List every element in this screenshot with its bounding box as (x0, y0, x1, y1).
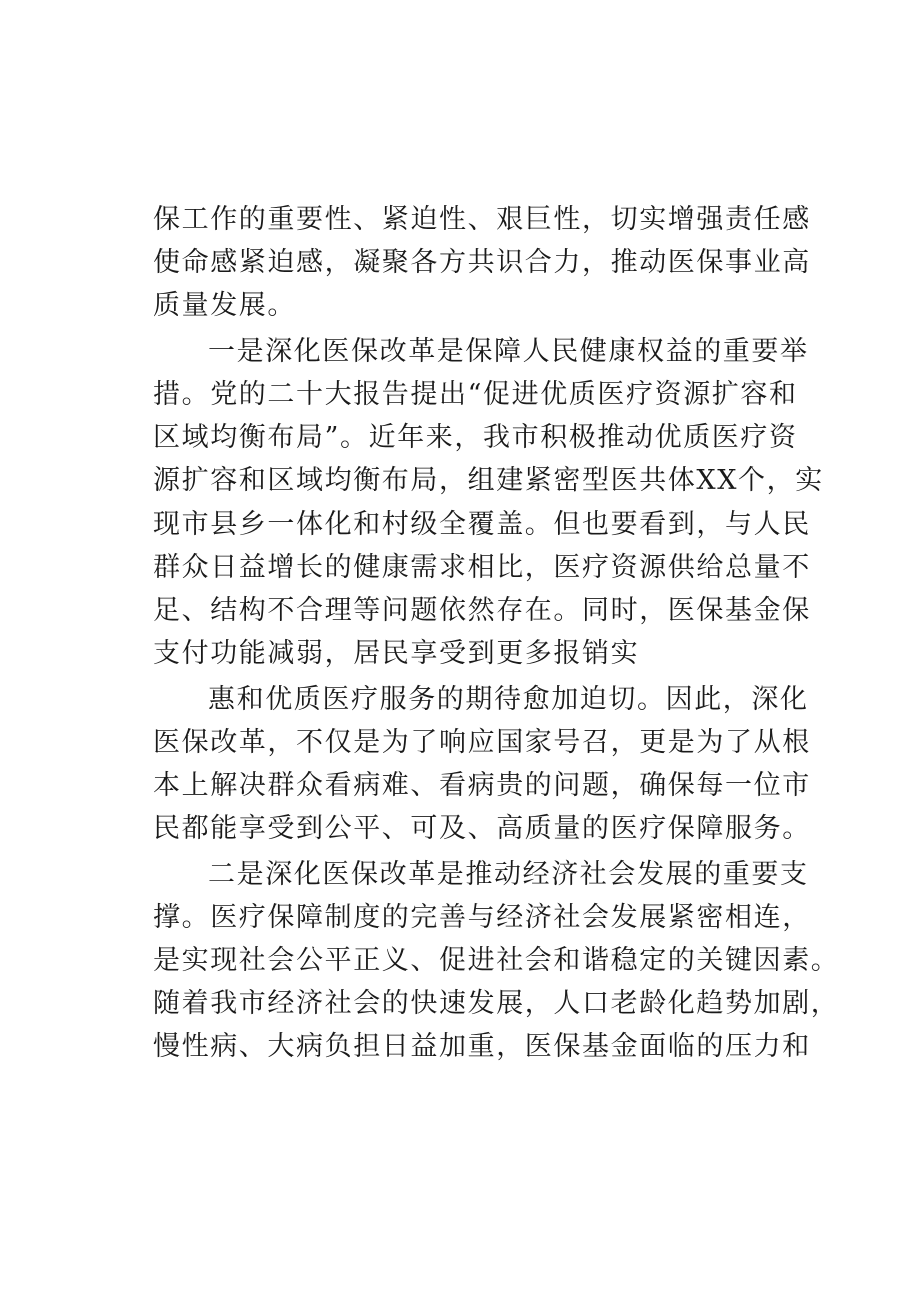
text-line: 慢性病、大病负担日益加重，医保基金面临的压力和 (153, 1031, 811, 1062)
text-line: 区域均衡布局”。近年来，我市积极推动优质医疗资 (153, 422, 798, 453)
text-line: 足、结构不合理等问题依然存在。同时，医保基金保 (153, 595, 811, 626)
text-line: 民都能享受到公平、可及、高质量的医疗保障服务。 (153, 813, 811, 844)
text-line: 医保改革，不仅是为了响应国家号召，更是为了从根 (153, 727, 811, 758)
text-line: 使命感紧迫感，凝聚各方共识合力，推动医保事业高 (153, 247, 811, 278)
text-line: 是实现社会公平正义、促进社会和谐稳定的关键因素。 (153, 945, 840, 976)
text-line: 本上解决群众看病难、看病贵的问题，确保每一位市 (153, 770, 811, 801)
text-line: 质量发展。 (153, 290, 296, 321)
text-line: 支付功能减弱，居民享受到更多报销实 (153, 638, 640, 669)
text-line: 群众日益增长的健康需求相比，医疗资源供给总量不 (153, 552, 811, 583)
text-line: 源扩容和区域均衡布局，组建紧密型医共体XX个，实 (153, 465, 824, 496)
text-line: 措。党的二十大报告提出“促进优质医疗资源扩容和 (153, 379, 798, 410)
text-line: 保工作的重要性、紧迫性、艰巨性，切实增强责任感 (153, 204, 811, 235)
text-line: 撑。医疗保障制度的完善与经济社会发展紧密相连， (153, 902, 811, 933)
text-line: 现市县乡一体化和村级全覆盖。但也要看到，与人民 (153, 509, 811, 540)
paragraph-start-line: 二是深化医保改革是推动经济社会发展的重要支 (208, 859, 809, 890)
paragraph-start-line: 惠和优质医疗服务的期待愈加迫切。因此，深化 (208, 684, 809, 715)
paragraph-start-line: 一是深化医保改革是保障人民健康权益的重要举 (208, 336, 809, 367)
text-line: 随着我市经济社会的快速发展，人口老龄化趋势加剧， (153, 988, 840, 1019)
